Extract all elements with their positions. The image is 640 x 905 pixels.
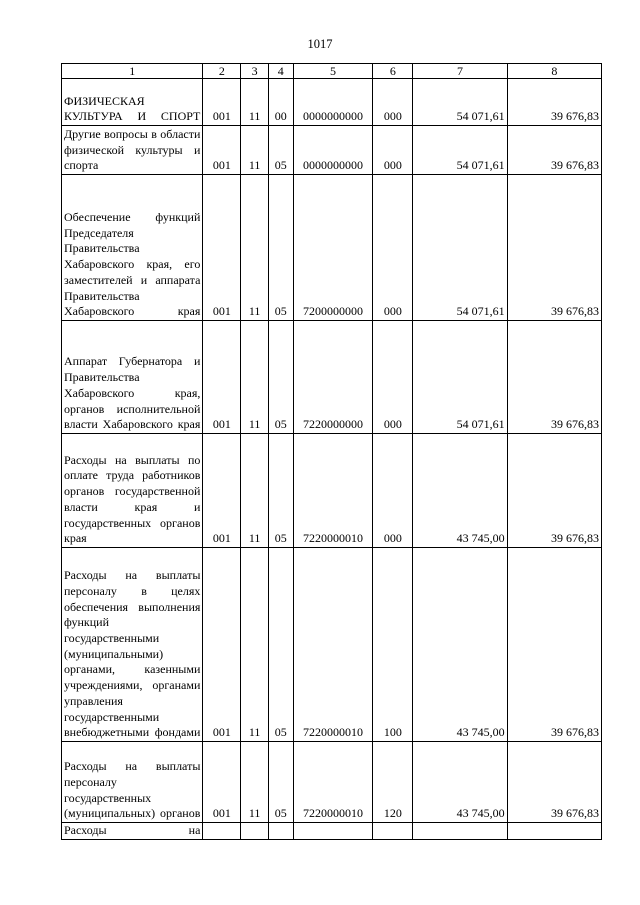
row-c5: 7220000010 [293,548,373,742]
row-c8: 39 676,83 [507,321,601,434]
row-c7: 43 745,00 [413,434,507,548]
row-c7: 54 071,61 [413,321,507,434]
row-c7: 43 745,00 [413,548,507,742]
table-row [62,126,602,175]
row-c7 [413,823,507,840]
column-header: 5 [293,64,373,79]
budget-table [61,63,602,840]
row-c6: 000 [373,79,413,126]
page-number: 1017 [307,37,333,51]
row-c5: 0000000000 [293,79,373,126]
column-header: 1 [62,64,203,79]
row-c3: 11 [241,321,269,434]
row-c8: 39 676,83 [507,175,601,321]
row-c2: 001 [203,742,241,823]
row-c3: 11 [241,79,269,126]
row-c6: 000 [373,321,413,434]
column-header: 2 [203,64,241,79]
row-name: Расходы на выплаты персоналу в целях обеспечения выполнения функций государственными (муниципальными) органами, казенными учреждениями, органами управления государственными внебюджетными фондами [62,548,203,742]
row-name: Обеспечение функций Председателя Правительства Хабаровского края, его заместителей и аппарата Правительства Хабаровского края [62,175,203,321]
row-name: Расходы на выплаты персоналу государственных (муниципальных) органов [62,742,203,823]
column-header: 7 [413,64,507,79]
row-c2: 001 [203,126,241,175]
row-c2: 001 [203,79,241,126]
row-name: Расходы на [62,823,203,840]
table-row [62,79,602,126]
row-c7: 54 071,61 [413,79,507,126]
row-c6: 120 [373,742,413,823]
row-c3: 11 [241,548,269,742]
row-c6: 000 [373,126,413,175]
row-c2 [203,823,241,840]
row-c4 [268,823,293,840]
row-c6: 100 [373,548,413,742]
row-c7: 43 745,00 [413,742,507,823]
row-c2: 001 [203,321,241,434]
row-c8: 39 676,83 [507,742,601,823]
row-c7: 54 071,61 [413,175,507,321]
row-c8: 39 676,83 [507,548,601,742]
row-c3: 11 [241,175,269,321]
row-c4: 00 [268,79,293,126]
row-c4: 05 [268,548,293,742]
row-c6: 000 [373,434,413,548]
column-header: 8 [507,64,601,79]
row-c6 [373,823,413,840]
row-c5: 7220000010 [293,742,373,823]
table-row [62,321,602,434]
table-row [62,175,602,321]
row-c4: 05 [268,321,293,434]
table-row [62,742,602,823]
row-name: Расходы на выплаты по оплате труда работников органов государственной власти края и государственных органов края [62,434,203,548]
row-c5: 0000000000 [293,126,373,175]
row-c3: 11 [241,742,269,823]
table-row [62,548,602,742]
row-c4: 05 [268,126,293,175]
row-c6: 000 [373,175,413,321]
column-header: 4 [268,64,293,79]
row-name: Другие вопросы в области физической культуры и спорта [62,126,203,175]
row-c7: 54 071,61 [413,126,507,175]
column-header: 6 [373,64,413,79]
table-row [62,823,602,840]
row-c4: 05 [268,175,293,321]
row-name: ФИЗИЧЕСКАЯ КУЛЬТУРА И СПОРТ [62,79,203,126]
row-c3 [241,823,269,840]
row-c4: 05 [268,434,293,548]
column-header: 3 [241,64,269,79]
row-c8 [507,823,601,840]
table-row [62,434,602,548]
row-c3: 11 [241,434,269,548]
row-c2: 001 [203,548,241,742]
column-header-row [62,64,602,79]
row-c8: 39 676,83 [507,434,601,548]
row-c8: 39 676,83 [507,79,601,126]
row-c2: 001 [203,175,241,321]
row-c3: 11 [241,126,269,175]
row-c5: 7200000000 [293,175,373,321]
row-c5: 7220000010 [293,434,373,548]
row-c8: 39 676,83 [507,126,601,175]
row-c5 [293,823,373,840]
row-c2: 001 [203,434,241,548]
row-c5: 7220000000 [293,321,373,434]
row-name: Аппарат Губернатора и Правительства Хабаровского края, органов исполнительной власти Хабаровского края [62,321,203,434]
row-c4: 05 [268,742,293,823]
